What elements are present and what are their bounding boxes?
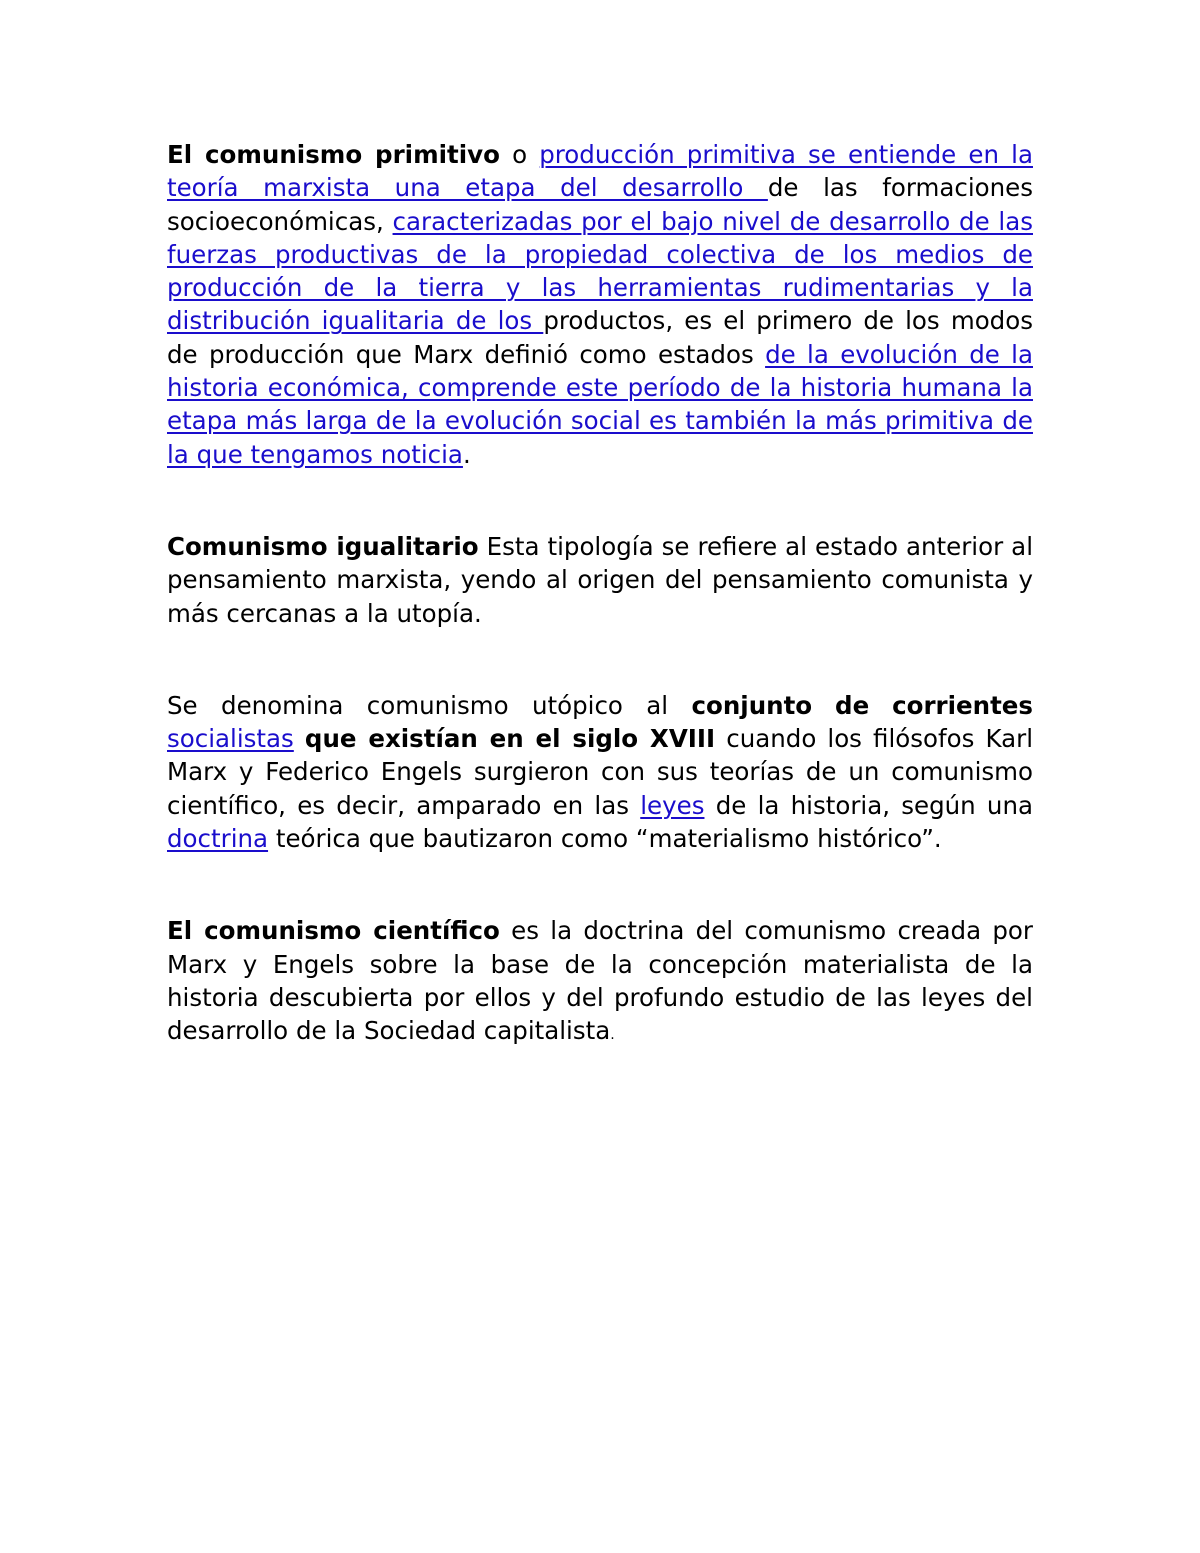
paragraph-text: . xyxy=(610,1027,615,1044)
link-produccion-primitiva[interactable]: producción primitiva se entiende en la teoría marxista una etapa del desarrollo xyxy=(167,140,1033,203)
term-comunismo-igualitario: Comunismo igualitario xyxy=(167,531,479,561)
document-page xyxy=(167,138,1033,1053)
paragraph-text: de las formaciones socioeconómicas, xyxy=(167,173,1033,236)
term-comunismo-cientifico: El comunismo científico xyxy=(167,916,500,946)
paragraph-comunismo-cientifico xyxy=(167,914,1033,1052)
link-socialistas[interactable]: socialistas xyxy=(167,724,294,754)
link-doctrina[interactable]: doctrina xyxy=(167,824,269,854)
paragraph-text: de la historia, según una xyxy=(704,790,1033,820)
paragraph-text: Esta tipología se refiere al estado anterior al pensamiento marxista, yendo al origen del pensamiento comunista y más cercanas a la utopía. xyxy=(167,531,1034,628)
paragraph-comunismo-primitivo xyxy=(167,138,1033,471)
paragraph-text xyxy=(294,724,305,753)
paragraph-text: teórica que bautizaron como “materialismo histórico”. xyxy=(268,824,942,854)
paragraph-comunismo-utopico xyxy=(167,689,1033,855)
term-conjunto-de-corrientes: conjunto de corrientes xyxy=(691,690,1033,720)
term-siglo-xviii: que existían en el siglo XVIII xyxy=(304,724,716,754)
link-caracterizadas[interactable]: caracterizadas por el bajo nivel de desarrollo de las fuerzas productivas de la propiedad colectiva de los medios de producción de la tierra y las herramientas rudimentarias y la distribución igualitaria de los xyxy=(167,206,1033,336)
paragraph-text: o xyxy=(499,140,540,169)
paragraph-text: . xyxy=(462,439,471,469)
paragraph-text: Se denomina comunismo utópico al xyxy=(167,690,692,720)
paragraph-comunismo-igualitario xyxy=(167,530,1033,630)
term-comunismo-primitivo: El comunismo primitivo xyxy=(167,140,500,169)
link-leyes[interactable]: leyes xyxy=(640,790,705,820)
paragraph-text: cuando los filósofos Karl Marx y Federico Engels surgieron con sus teorías de un comunismo científico, es decir, amparado en las xyxy=(167,724,1034,820)
paragraph-text: productos, es el primero de los modos de producción que Marx definió como estados xyxy=(167,306,1033,369)
link-evolucion-historia[interactable]: de la evolución de la historia económica, comprende este período de la historia humana la etapa más larga de la evolución social es también la más primitiva de la que tengamos noticia xyxy=(167,339,1033,469)
paragraph-text: es la doctrina del comunismo creada por Marx y Engels sobre la base de la concepción materialista de la historia descubierta por ellos y del profundo estudio de las leyes del desarrollo de la Sociedad capitalista xyxy=(167,916,1033,1046)
